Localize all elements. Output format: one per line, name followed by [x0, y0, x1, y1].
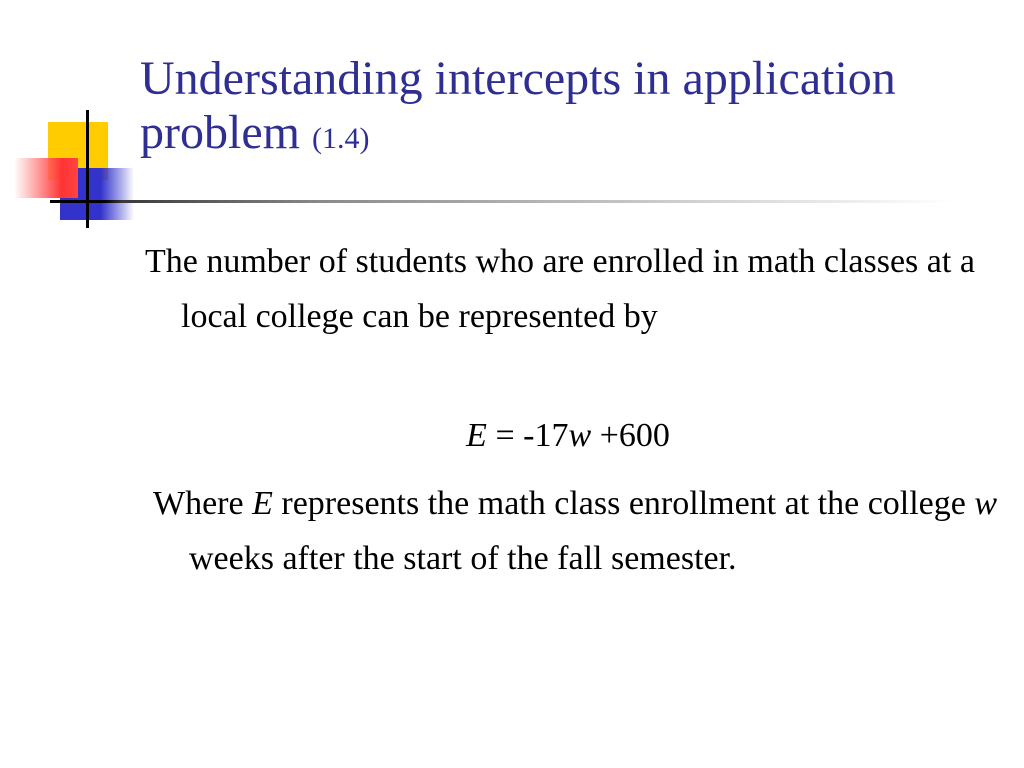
definition-text-3: weeks after the start of the fall semester. [189, 540, 737, 577]
equation-coefficient: = -17 [486, 417, 569, 454]
equation-variable-e: E [466, 417, 487, 454]
equation-constant: +600 [591, 417, 670, 454]
title-divider-line [50, 200, 955, 203]
slide-title-main: Understanding intercepts in application problem [140, 52, 896, 159]
definition-variable-w: w [974, 485, 998, 522]
problem-statement: The number of students who are enrolled in math classes at a local college can be represented by [145, 243, 975, 335]
definition-variable-e: E [252, 485, 273, 522]
variable-definition [153, 476, 1024, 586]
equation-variable-w: w [568, 417, 592, 454]
slide-title-reference: (1.4) [311, 122, 370, 155]
definition-text-1: Where [153, 485, 253, 522]
slide-title [140, 52, 1000, 166]
decorative-red-bar [14, 158, 78, 198]
decorative-vertical-line [86, 110, 89, 228]
definition-text-2: represents the math class enrollment at the college [272, 485, 975, 522]
equation [0, 408, 1024, 463]
